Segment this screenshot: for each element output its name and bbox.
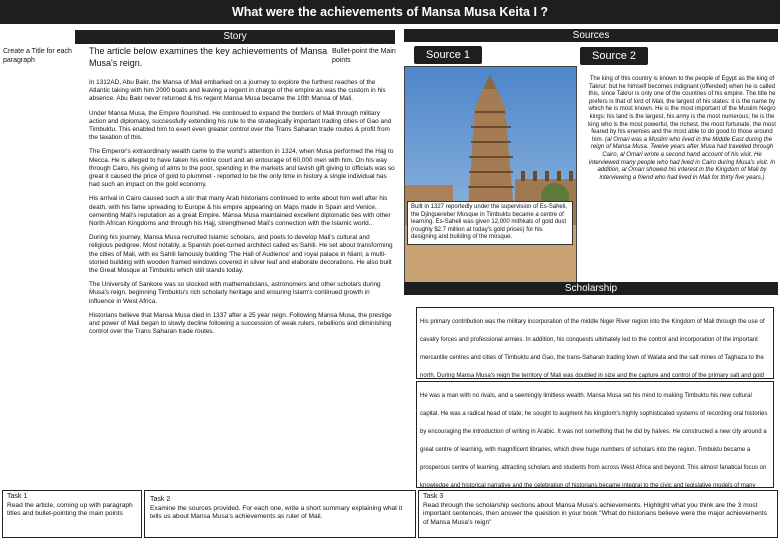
source1-caption: Built in 1327 reportedly under the supervision of Es-Saheli, the Djinguereber Mosque in Timbuktu became a centre of learning. Es-Saheli was given 12,000 mithkals of gold dust (roughly $2.7 million at today's gold prices) for his designing and building of the mosque. xyxy=(407,201,573,245)
source2-text xyxy=(588,76,776,182)
task1-body: Read the article, coming up with paragraph titles and bullet-pointing the main points xyxy=(7,501,133,518)
task1-box xyxy=(2,490,142,538)
scholarship-header: Scholarship xyxy=(404,282,778,295)
task2-box xyxy=(144,490,416,538)
story-paragraph: The University of Sankore was so stocked with mathematicians, astronomers and other scholars during Musa's reign, beginning Timbuktu's rich scholarly heritage and ensuring Islam's continued growth in influence in West Africa. xyxy=(89,281,381,305)
task3-body: Read through the scholarship sections about Mansa Musa's achievements. Highlight what you think are the 3 most important sentences, then answer the question in your book "What do historians believe were the major achievements of Mansa Musa's reign" xyxy=(423,501,767,526)
sources-header: Sources xyxy=(404,29,778,42)
task1-title: Task 1 xyxy=(7,493,28,500)
page-title: What were the achievements of Mansa Musa Keita I ? xyxy=(0,0,780,24)
task2-title: Task 2 xyxy=(150,496,171,503)
story-margin-note: Create a Title for each paragraph xyxy=(3,48,72,64)
source2-quote: The king of this country is known to the people of Egypt as the king of Takrur: but he himself becomes indignant (offended) when he is called this, since Takrur is only one of the countries of his empire. The title he prefers is that of lord of Mali, the largest of his states: it is the name by which he is most known. He is the most important of the Muslim Negro kings: his land is the largest, his army is the most numerous; he is the king who is the most powerful, the richest, the most fortunate, the most feared by his enemies and the most able to do good to those around him. xyxy=(588,76,776,143)
scholarship-box-2 xyxy=(416,381,774,488)
story-paragraph: During his journey, Mansa Musa recruited Islamic scholars, and poets to develop Mali's cultural and religious pedigree. Most notably, a Spanish poet-turned architect called es Sahili. He set about transforming the cities of Mali, with es Sahili famously building 'The Hall of Audience' and royal palace in Niani; a multi-storied building with wooden framed windows covered in silver leaf and elaborate decorations. He also built the Great Mosque at Timbuktu which still stands today. xyxy=(89,234,393,275)
story-article xyxy=(89,79,395,342)
task3-box xyxy=(418,490,778,538)
scholarship-text-1: His primary contribution was the military incorporation of the middle Niger River region into the Kingdom of Mali through the use of cavalry forces and professional armies. In addition, his conquests ultimately led to the control and incorporation of the important mercantile centres and cities of Timbuktu and Gao, the trans-Saharan trading town of Walata and the salt mines of Taghaza to the north. During Mansa Musa's reign the territory of Mali was doubled in size and the capture and control of the primary salt and gold xyxy=(420,319,765,379)
mosque-illustration xyxy=(405,67,577,294)
story-paragraph: Historians believe that Mansa Musa died in 1337 after a 25 year reign. Following Mansa Musa, the prestige and power of Mali began to slowly decline following a succession of weak rulers, rebellions and diminishing control over the Trans Saharan trade routes. xyxy=(89,311,392,336)
task3-title: Task 3 xyxy=(423,493,444,500)
story-paragraph: In 1312AD, Abu Bakr, the Mansa of Mali embarked on a journey to explore the furthest reaches of the Atlantic taking with him 2000 boats and leaving a regent in charge of the empire as was the custom in his absence. Abu Bakr never returned & his regent Mansa Musa became the 10th Mansa of Mali. xyxy=(89,79,386,103)
story-paragraph: Under Mansa Musa, the Empire flourished. He continued to expand the borders of Mali through military action and diplomacy, successfully extending his rule to the strategically important trading cities of Gao and Timbuktu. This enabled him to exert even greater control over the Trans Saharan trade routes & profit from the taxation of this. xyxy=(89,109,392,142)
story-bullet-note: Bullet-point the Main points xyxy=(332,48,396,64)
story-paragraph: His arrival in Cairo caused such a stir that many Arab historians continued to write about him well after his death, with his fame spreading to Europe & his empire appearing on Maps made in Spain and Venice, cementing Mali's reputation as a great Empire. Mansa Musa maintained excellent diplomatic ties with other North African Kingdoms and through his Hajj, strengthened Mali's connection with the Islamic world.. xyxy=(89,195,391,228)
source2-context: (al Omari was a Muslim who lived in the Middle East during the reign of Mansa Musa. Twelve years after Musa had travelled through Cairo, al Omari wrote a second hand account of his visit. He interviewed many people who had lived in Cairo during Musa's visit. In addition, al Omari showed his interest in the Kingdom of Mali by interviewing a friend who had lived in Mali for thirty five years.) xyxy=(588,136,776,181)
story-intro: The article below examines the key achievements of Mansa Musa's reign. xyxy=(89,46,328,68)
story-paragraph: The Emperor's extraordinary wealth came to the world's attention in 1324, when Musa performed the Hajj to Mecca. He is alleged to have taken his entire court and an entourage of 60,000 men with him. On his way through Cairo, his giving of alms to the poor, spending in the markets and lavish gift giving to officials was so great it caused the price of gold to plummet - reported to be the only time in history a single individual has had such an impact on the gold economy. xyxy=(89,148,395,189)
scholarship-box-1 xyxy=(416,307,774,379)
task2-body: Examine the sources provided. For each one, write a short summary explaining what it tells us about Mansa Musa's achievements as ruler of Mali. xyxy=(150,504,403,521)
source2-label: Source 2 xyxy=(580,47,648,65)
source1-label: Source 1 xyxy=(414,46,482,64)
scholarship-text-2: He was a man with no rivals, and a seemingly limitless wealth. Mansa Musa set his mind to making Timbuktu his new cultural capital. He was a radical head of state; he sought to augment his kingdom's highly sophisticated systems of recording oral histories by encouraging the introduction of writing in Arabic. It was not something that he did by halves. He constructed a new city around a great centre of learning, with magnificent libraries, which drew huge numbers of scholars into the region. Timbuktu became a prosperous centre of learning, attracting scholars and students from across West Africa and beyond. This almost fanatical focus on knowledge and historical narrative and the celebration of historians became integral to the civic and legislative models of many xyxy=(420,393,768,488)
story-header: Story xyxy=(75,30,395,44)
mosque-photo xyxy=(404,66,577,294)
